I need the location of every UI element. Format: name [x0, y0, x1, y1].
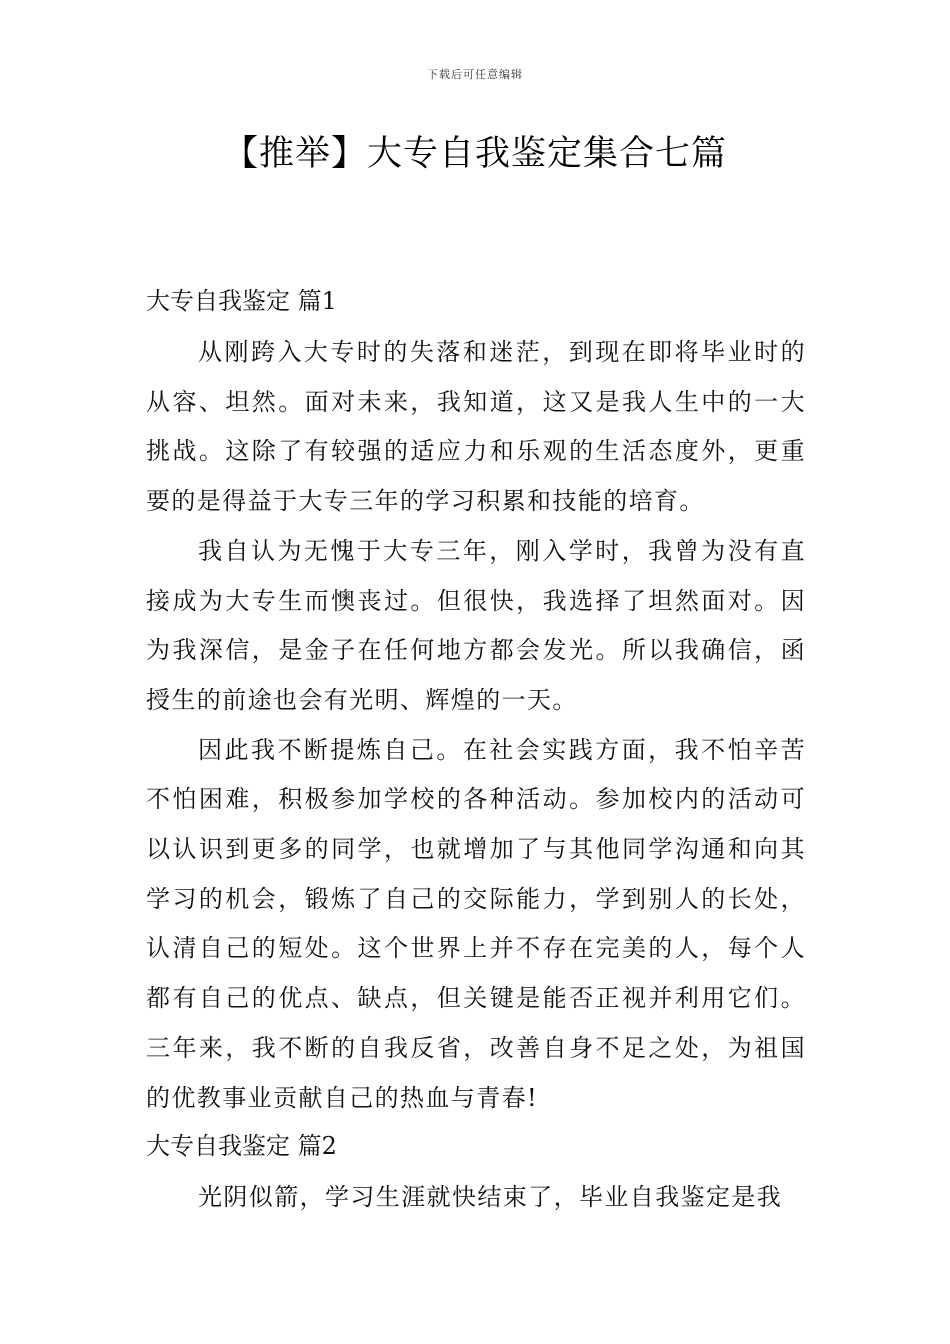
document-title: 【推举】大专自我鉴定集合七篇 [222, 134, 727, 174]
section-heading-1: 大专自我鉴定 篇1 [146, 287, 337, 315]
paragraph: 光阴似箭，学习生涯就快结束了，毕业自我鉴定是我 [198, 1183, 783, 1212]
paragraph: 我自认为无愧于大专三年，刚入学时，我曾为没有直接成为大专生而懊丧过。但很快，我选择了坦然面对。因为我深信，是金子在任何地方都会发光。所以我确信，函授生的前途也会有光明、辉煌的一天。 [146, 536, 806, 714]
header-note: 下载后可任意编辑 [427, 68, 523, 81]
paragraph: 从刚跨入大专时的失落和迷茫，到现在即将毕业时的从容、坦然。面对未来，我知道，这又是我人生中的一大挑战。这除了有较强的适应力和乐观的生活态度外，更重要的是得益于大专三年的学习积累和技能的培育。 [146, 338, 806, 516]
document-body [146, 278, 806, 1223]
paragraph: 因此我不断提炼自己。在社会实践方面，我不怕辛苦不怕困难，积极参加学校的各种活动。参加校内的活动可以认识到更多的同学，也就增加了与其他同学沟通和向其学习的机会，锻炼了自己的交际能力，学到别人的长处，认清自己的短处。这个世界上并不存在完美的人，每个人都有自己的优点、缺点，但关键是能否正视并利用它们。三年来，我不断的自我反省，改善自身不足之处，为祖国的优教事业贡献自己的热血与青春! [146, 735, 806, 1112]
section-heading-2: 大专自我鉴定 篇2 [146, 1132, 337, 1161]
